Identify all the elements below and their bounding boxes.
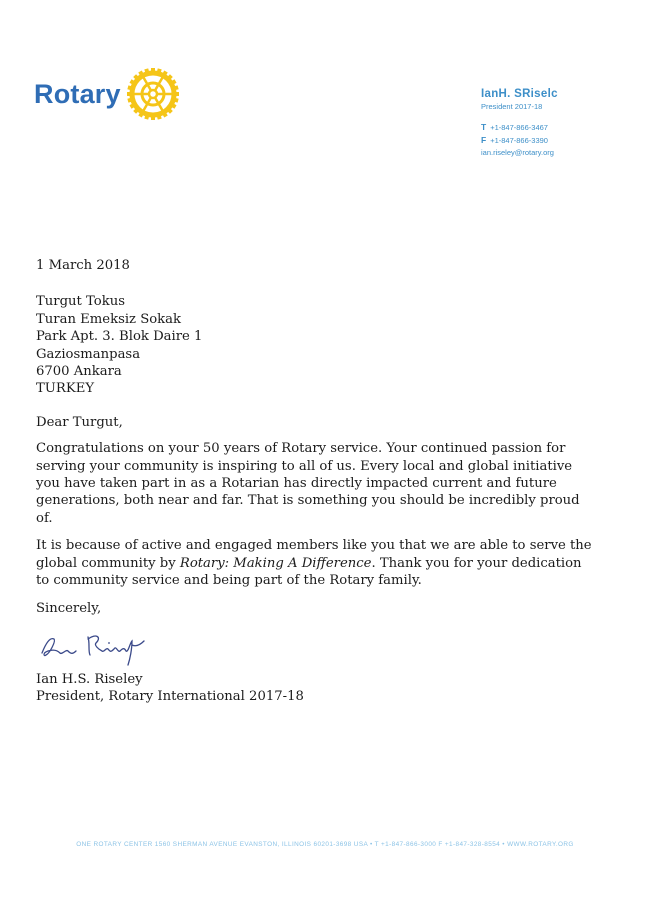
- logo-wordmark: Rotary: [34, 78, 121, 109]
- handwritten-signature: [36, 623, 156, 667]
- recipient-line: Turan Emeksiz Sokak: [36, 311, 182, 327]
- paragraph-text: It is because of active and engaged members like you that we are able to serve the global community by: [36, 538, 592, 571]
- letter-body: [36, 257, 596, 706]
- signatory-title: President, Rotary International 2017-18: [36, 689, 304, 705]
- signatory-name: Ian H.S. Riseley: [36, 671, 143, 687]
- sender-contact: [481, 121, 558, 159]
- phone-number: +1-847-866-3467: [490, 123, 548, 132]
- theme-name: Rotary: Making A Difference: [179, 555, 372, 571]
- phone-line: [481, 121, 558, 134]
- recipient-line: Turgut Tokus: [36, 294, 125, 310]
- letterhead-footer: ONE ROTARY CENTER 1560 SHERMAN AVENUE EVANSTON, ILLINOIS 60201-3698 USA • T +1-847-866-3000 F +1-847-328-8554 • WWW.ROTARY.ORG: [76, 841, 574, 848]
- fax-label: F: [481, 135, 487, 145]
- sender-name: IanH. SRiselc: [481, 88, 558, 100]
- phone-label: T: [481, 122, 487, 132]
- rotary-logo: [34, 68, 179, 120]
- sender-title: President 2017-18: [481, 102, 543, 111]
- recipient-line: TURKEY: [36, 381, 95, 397]
- recipient-address: [36, 293, 596, 397]
- salutation: Dear Turgut,: [36, 414, 123, 430]
- recipient-line: 6700 Ankara: [36, 364, 122, 380]
- letter-date: 1 March 2018: [36, 258, 130, 273]
- closing: Sincerely,: [36, 600, 102, 616]
- recipient-line: Park Apt. 3. Blok Daire 1: [36, 329, 203, 345]
- sender-email: ian.riseley@rotary.org: [481, 148, 554, 157]
- fax-number: +1-847-866-3390: [490, 136, 548, 145]
- fax-line: [481, 134, 558, 147]
- paragraph-text: . Thank you for your dedication to community service and being part of the Rotary family.: [36, 555, 582, 589]
- rotary-wheel-icon: [127, 68, 179, 120]
- sender-block: [481, 88, 558, 159]
- paragraph-gratitude: [36, 537, 596, 589]
- recipient-line: Gaziosmanpasa: [36, 346, 141, 362]
- paragraph-congratulations: Congratulations on your 50 years of Rotary service. Your continued passion for serving your community is inspiring to all of us. Every local and global initiative you have taken part in as a Rotarian has directly impacted current and future generations, both near and far. That is something you should be incredibly proud of.: [36, 441, 580, 526]
